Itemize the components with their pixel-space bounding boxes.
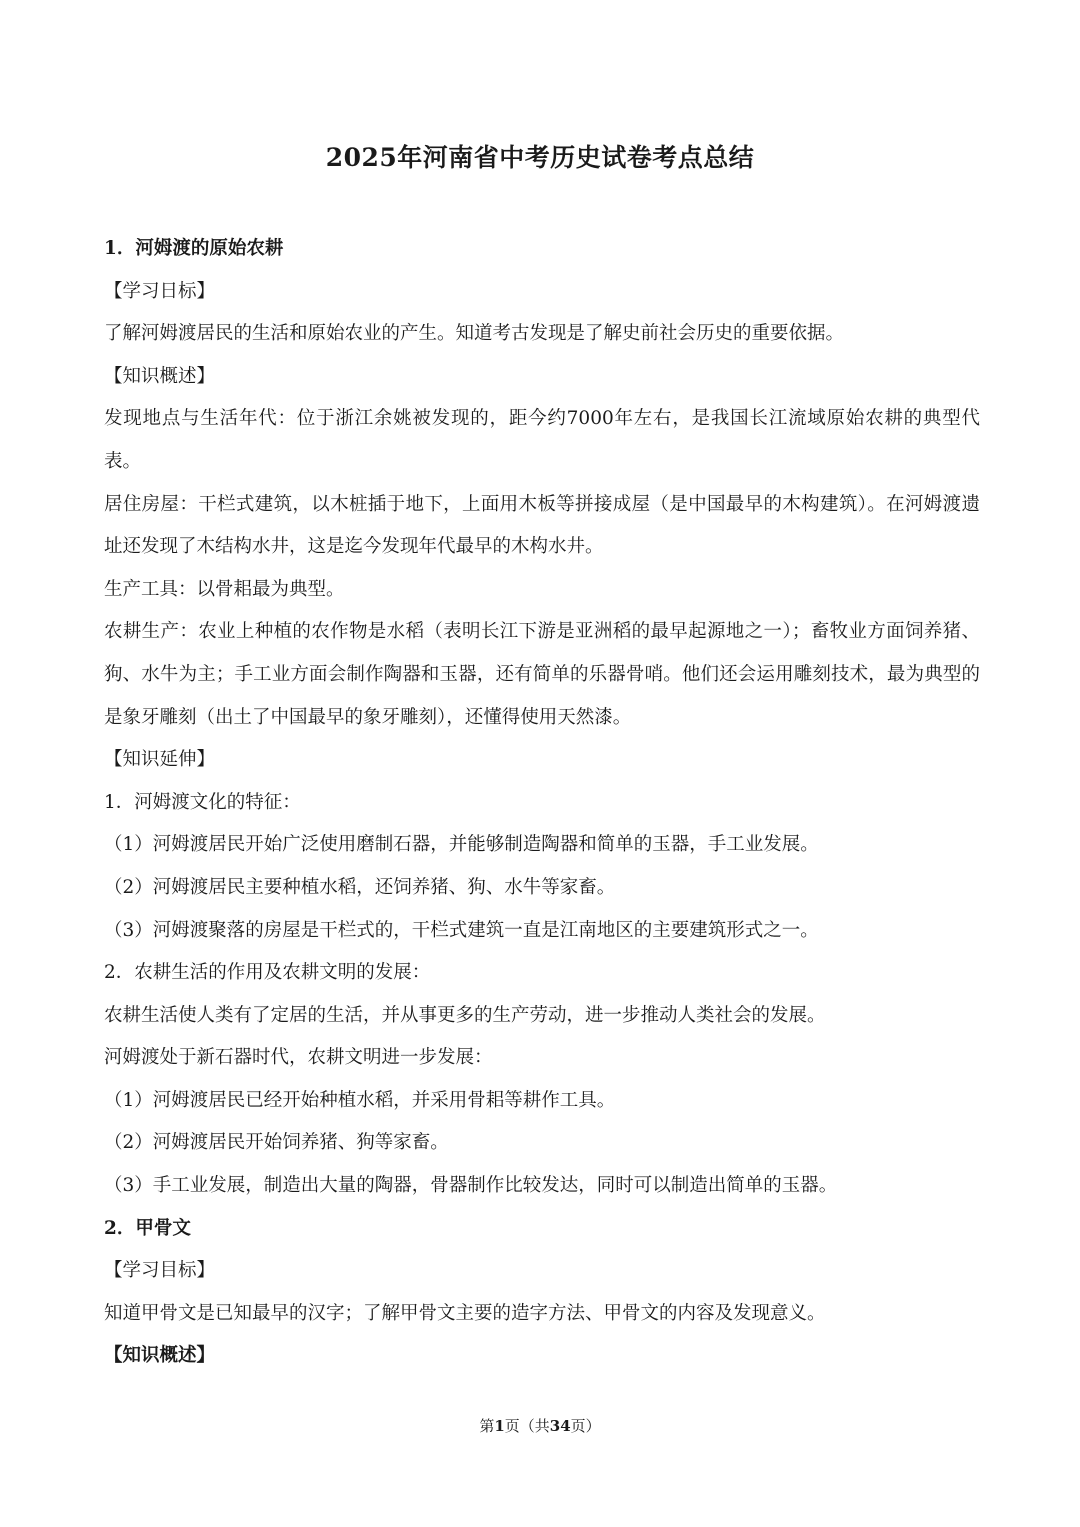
extension-line: （3）手工业发展，制造出大量的陶器，骨器制作比较发达，同时可以制造出简单的玉器。 <box>104 1175 838 1197</box>
extension-line: （2）河姆渡居民主要种植水稻，还饲养猪、狗、水牛等家畜。 <box>104 876 616 898</box>
footer-total-pages: 34 <box>549 1417 571 1435</box>
section-2-objective-text: 知道甲骨文是已知最早的汉字；了解甲骨文主要的造字方法、甲骨文的内容及发现意义。 <box>104 1302 826 1324</box>
extension-line: （1）河姆渡居民已经开始种植水稻，并采用骨耜等耕作工具。 <box>104 1089 616 1111</box>
overview-paragraph-housing: 居住房屋：干栏式建筑，以木桩插于地下，上面用木板等拼接成屋（是中国最早的木构建筑）。在河姆渡遗址还发现了木结构水井，这是迄今发现年代最早的木构水井。 <box>104 493 980 558</box>
footer-suffix: 页） <box>570 1417 601 1435</box>
section-2-heading: 2．甲骨文 <box>104 1217 191 1239</box>
extension-line: （1）河姆渡居民开始广泛使用磨制石器，并能够制造陶器和简单的玉器，手工业发展。 <box>104 834 819 856</box>
extension-line: （3）河姆渡聚落的房屋是干栏式的，干栏式建筑一直是江南地区的主要建筑形式之一。 <box>104 919 819 941</box>
footer-middle: 页（共 <box>504 1417 550 1435</box>
section-1-overview-label: 【知识概述】 <box>104 365 216 387</box>
overview-paragraph-tools: 生产工具：以骨耜最为典型。 <box>104 578 345 600</box>
section-1-heading: 1．河姆渡的原始农耕 <box>104 238 284 259</box>
overview-paragraph-location: 发现地点与生活年代：位于浙江余姚被发现的，距今约7000年左右，是我国长江流域原始农耕的典型代表。 <box>104 408 980 472</box>
section-2-overview-label: 【知识概述】 <box>104 1345 216 1367</box>
footer-page-number: 1 <box>494 1417 505 1435</box>
extension-line: 河姆渡处于新石器时代，农耕文明进一步发展： <box>104 1047 493 1069</box>
section-1-objective-text: 了解河姆渡居民的生活和原始农业的产生。知道考古发现是了解史前社会历史的重要依据。 <box>104 323 845 345</box>
section-1-objective-label: 【学习日标】 <box>104 280 216 302</box>
section-1-extension-label: 【知识延伸】 <box>104 749 216 771</box>
footer-prefix: 第 <box>479 1417 495 1435</box>
document-body <box>104 228 980 1378</box>
extension-line: 农耕生活使人类有了定居的生活，并从事更多的生产劳动，进一步推动人类社会的发展。 <box>104 1004 826 1026</box>
page-footer <box>0 1414 1080 1438</box>
section-2-objective-label: 【学习目标】 <box>104 1260 216 1282</box>
extension-line: 2．农耕生活的作用及农耕文明的发展： <box>104 962 431 984</box>
page-title: 2025年河南省中考历史试卷考点总结 <box>325 143 755 172</box>
extension-line: （2）河姆渡居民开始饲养猪、狗等家畜。 <box>104 1132 449 1154</box>
extension-line: 1．河姆渡文化的特征： <box>104 791 301 813</box>
overview-paragraph-farming: 农耕生产：农业上种植的农作物是水稻（表明长江下游是亚洲稻的最早起源地之一）；畜牧业方面饲养猪、狗、水牛为主；手工业方面会制作陶器和玉器，还有简单的乐器骨哨。他们还会运用雕刻技术，最为典型的是象牙雕刻（出土了中国最早的象牙雕刻），还懂得使用天然漆。 <box>104 621 980 728</box>
